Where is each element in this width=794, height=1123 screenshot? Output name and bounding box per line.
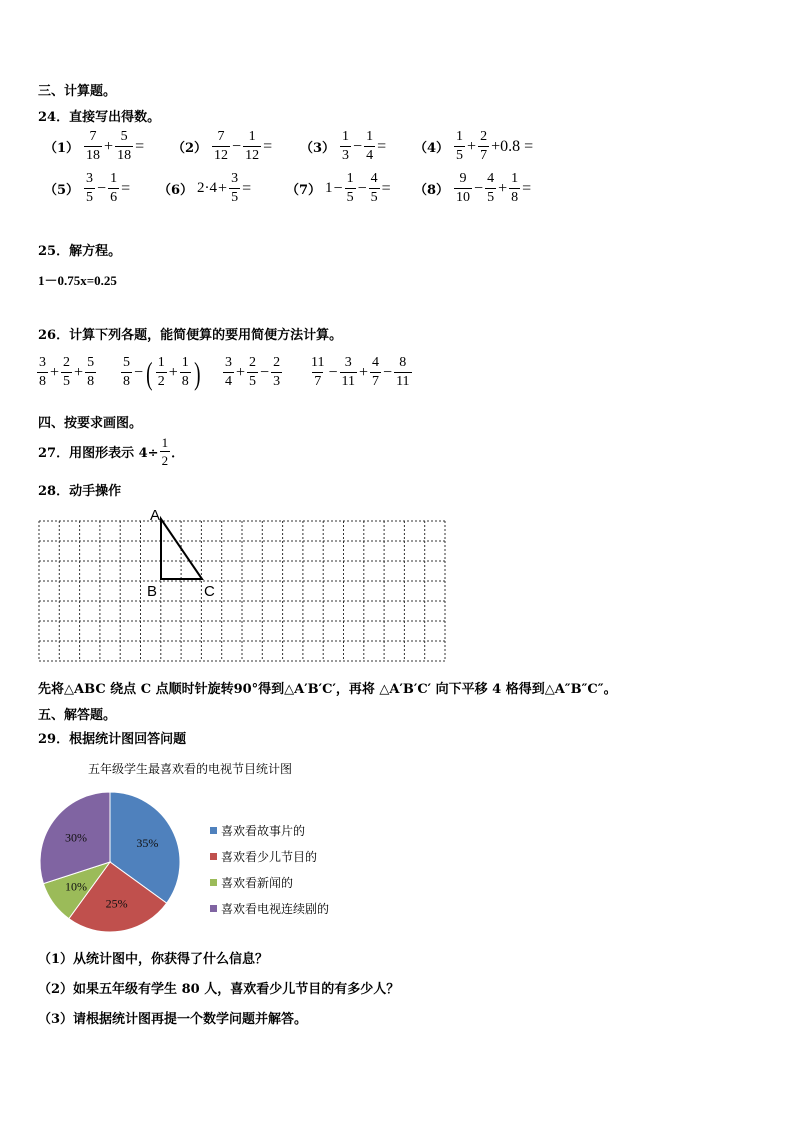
legend-item: [210, 900, 329, 917]
legend-label: 喜欢看新闻的: [221, 876, 294, 890]
fraction: $\frac{1}{8}$: [181, 355, 189, 389]
label-b: B: [147, 583, 158, 600]
item-label: （4）: [414, 141, 450, 156]
operator: =: [381, 179, 391, 197]
item-label: （6）: [158, 183, 194, 198]
operator: +0.8 =: [491, 137, 534, 155]
fraction: $\frac{4}{7}$: [372, 355, 380, 389]
fraction: $\frac{11}{7}$: [311, 355, 325, 389]
q27-fraction: $\frac{1}{2}$: [161, 435, 169, 468]
fraction: $\frac{3}{5}$: [86, 171, 94, 205]
fraction: $\frac{1}{3}$: [342, 129, 350, 163]
q26-expression-2: $\frac{5}{8}$ −( $\frac{1}{2}$ + $\frac{1}{8}$ ): [123, 354, 201, 391]
operator: −: [232, 137, 242, 155]
fraction: $\frac{4}{5}$: [487, 171, 495, 205]
pie-value-label: 30%: [65, 830, 88, 845]
fraction: $\frac{3}{11}$: [341, 355, 355, 389]
fraction: $\frac{2}{7}$: [480, 129, 488, 163]
label-a: A: [150, 507, 161, 524]
operator: +: [467, 137, 477, 155]
fraction: $\frac{7}{18}$: [86, 129, 101, 163]
number: 1: [325, 180, 333, 196]
item-label: （1）: [44, 141, 80, 156]
fraction: $\frac{1}{8}$: [511, 171, 519, 205]
q24-item-6: [158, 172, 252, 205]
q28-title: 28．动手操作: [38, 484, 122, 499]
fraction: $\frac{8}{11}$: [396, 355, 410, 389]
item-label: （5）: [44, 183, 80, 198]
fraction: $\frac{2}{3}$: [273, 355, 281, 389]
fraction: $\frac{1}{12}$: [245, 129, 260, 163]
legend-swatch: [210, 905, 217, 912]
q29-question-1: （1）从统计图中，你获得了什么信息？: [38, 952, 269, 967]
q27: [38, 436, 184, 467]
operator: =: [263, 137, 273, 155]
fraction: $\frac{2}{5}$: [63, 355, 71, 389]
fraction: $\frac{2}{5}$: [249, 355, 257, 389]
fraction: $\frac{1}{6}$: [110, 171, 118, 205]
item-label: （8）: [414, 183, 450, 198]
fraction: $\frac{5}{18}$: [117, 129, 132, 163]
legend-item: [210, 874, 329, 891]
operator: −: [97, 179, 107, 197]
operator: =: [522, 179, 532, 197]
q28-instruction: 先将△ABC 绕点 C 点顺时针旋转90°得到△A′B′C′，再将 △A′B′C′ 向下平移 4 格得到△A″B″C″。: [38, 682, 617, 697]
fraction: $\frac{3}{5}$: [231, 171, 239, 205]
legend-label: 喜欢看少儿节目的: [221, 850, 318, 864]
q24-item-7: [286, 172, 392, 205]
q27-text: 27．用图形表示 4÷: [38, 446, 159, 461]
operator: =: [242, 179, 252, 197]
operator: =: [135, 137, 145, 155]
operator: +: [104, 137, 114, 155]
q26-expression-3: $\frac{3}{4}$ + $\frac{2}{5}$ − $\frac{2}{3}$: [225, 355, 281, 389]
legend-swatch: [210, 827, 217, 834]
q24-item-4: [414, 130, 534, 163]
q24-item-3: [300, 130, 387, 163]
fraction: $\frac{3}{4}$: [225, 355, 232, 389]
q29-title: 29．根据统计图回答问题: [38, 732, 187, 747]
fraction: $\frac{3}{8}$: [39, 355, 46, 389]
fraction: $\frac{1}{2}$: [157, 355, 165, 389]
q27-end: ．: [171, 446, 185, 461]
operator: −: [474, 179, 484, 197]
legend-swatch: [210, 879, 217, 886]
section-5-title: 五、解答题。: [38, 708, 117, 723]
section-4-title: 四、按要求画图。: [38, 416, 143, 431]
legend-item: [210, 822, 329, 839]
operator: +: [218, 179, 228, 197]
item-label: （7）: [286, 183, 322, 198]
q26-title: 26．计算下列各题，能简便算的要用简便方法计算。: [38, 328, 343, 343]
section-3-title: 三、计算题。: [38, 84, 117, 99]
q25-title: 25．解方程。: [38, 244, 122, 259]
operator: −: [353, 137, 363, 155]
q24-item-5: [44, 172, 131, 205]
operator: =: [121, 179, 131, 197]
q29-question-2: （2）如果五年级有学生 80 人，喜欢看少儿节目的有多少人？: [38, 982, 400, 997]
fraction: $\frac{1}{5}$: [346, 171, 354, 205]
fraction: $\frac{9}{10}$: [456, 171, 471, 205]
q29-question-3: （3）请根据统计图再提一个数学问题并解答。: [38, 1012, 308, 1027]
pie-value-label: 25%: [105, 896, 128, 911]
operator: −: [333, 179, 343, 197]
q24-title: 24．直接写出得数。: [38, 110, 161, 125]
pie-value-label: 10%: [65, 879, 88, 894]
q25-equation: 1－0.75x=0.25: [38, 273, 117, 288]
operator: +: [498, 179, 508, 197]
fraction: $\frac{7}{12}$: [214, 129, 229, 163]
q24-item-1: [44, 130, 145, 163]
fraction: $\frac{4}{5}$: [370, 171, 378, 205]
q26-expression-1: $\frac{3}{8}$ + $\frac{2}{5}$ + $\frac{5}{8}$: [39, 355, 95, 389]
legend-item: [210, 848, 329, 865]
operator: =: [377, 137, 387, 155]
q26-expression-4: $\frac{11}{7}$ − $\frac{3}{11}$ + $\frac{4}{7}$ − $\frac{8}{11}$: [311, 355, 410, 389]
item-label: （2）: [172, 141, 208, 156]
q24-item-2: [172, 130, 273, 163]
fraction: $\frac{1}{4}$: [366, 129, 374, 163]
legend-label: 喜欢看电视连续剧的: [221, 902, 330, 916]
item-label: （3）: [300, 141, 336, 156]
fraction: $\frac{1}{5}$: [456, 129, 464, 163]
pie-chart: [30, 784, 200, 944]
pie-value-label: 35%: [136, 835, 159, 850]
fraction: $\frac{5}{8}$: [123, 355, 130, 389]
chart-legend: [210, 822, 329, 926]
grid-diagram: [30, 500, 460, 670]
legend-label: 喜欢看故事片的: [221, 824, 306, 838]
number: 2·4: [197, 180, 218, 196]
operator: −: [357, 179, 367, 197]
label-c: C: [204, 583, 215, 600]
legend-swatch: [210, 853, 217, 860]
q24-item-8: [414, 172, 532, 205]
fraction: $\frac{5}{8}$: [87, 355, 95, 389]
chart-title: 五年级学生最喜欢看的电视节目统计图: [88, 762, 293, 776]
